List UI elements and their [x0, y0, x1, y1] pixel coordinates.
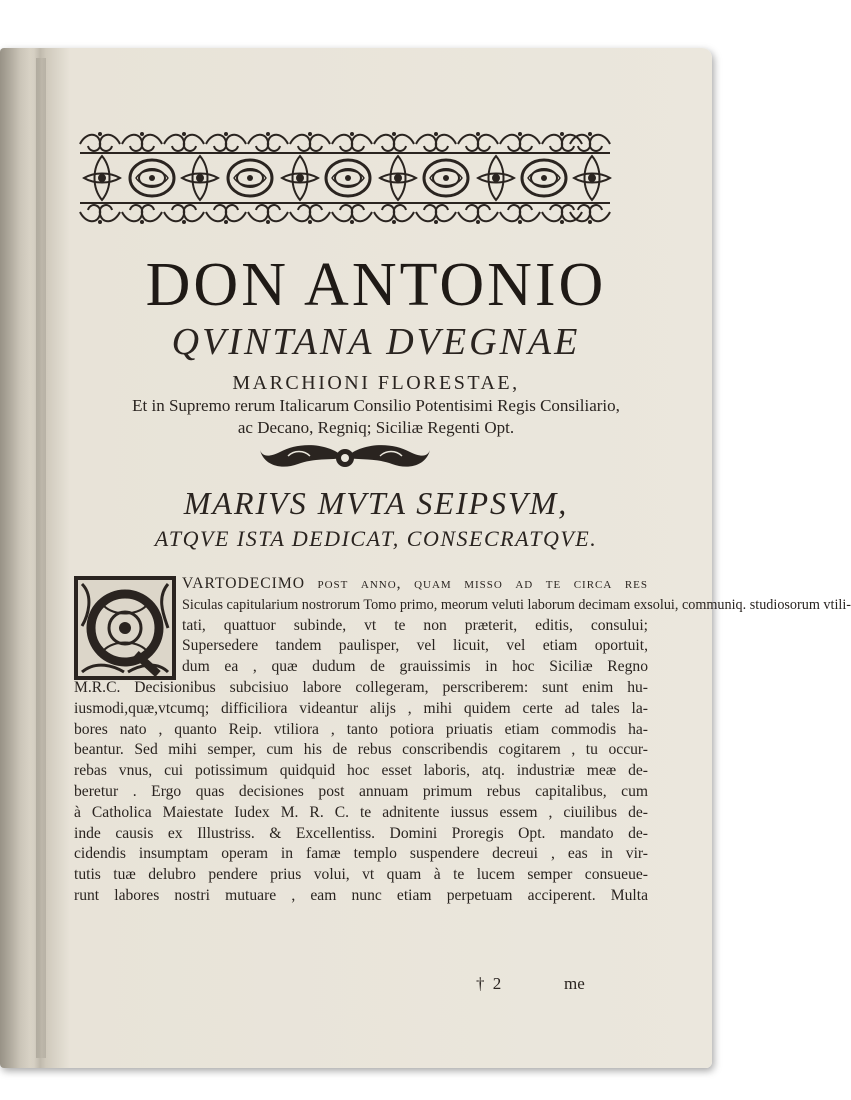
body-line: iusmodi,quæ,vtcumq; difficiliora videantur alijs , mihi quidem certe ad tales la- [74, 699, 648, 717]
body-line: tutis tuæ delubro pendere prius volui, vt quam à te lucem semper consueue- [74, 866, 648, 884]
body-line: Siculas capitularium nostrorum Tomo primo, meorum veluti laborum decimam exsolui, communiq. studiosorum vtili- [182, 596, 851, 613]
title-rank: MARCHIONI FLORESTAE, [232, 372, 520, 394]
body-line: beretur . Ergo quas decisiones post annuam primum rebus capitalibus, cum [74, 782, 648, 800]
body-line: M.R.C. Decisionibus subcisiuo labore collegeram, perscriberem: sunt enim hu- [74, 678, 648, 696]
body-paragraph [74, 574, 851, 907]
page-gutter [36, 58, 46, 1058]
title-surname: QVINTANA DVEGNAE [171, 321, 581, 363]
body-line: beantur. Sed mihi semper, cum his de rebus conscribendis cogitarem , tu occur- [74, 741, 648, 759]
dedication-heading: MARIVS MVTA SEIPSVM, [183, 485, 569, 521]
body-line: runt labores nostri mutuare , eam nunc etiam perpetuam acciperent. Multa [74, 886, 648, 904]
book-page [46, 58, 851, 1060]
signature-mark: † 2 [476, 974, 504, 993]
body-line: inde causis ex Illustriss. & Excellentiss. Domini Proregis Opt. mandato de- [74, 824, 648, 842]
body-line: rebas vnus, cui potissimum quidquid hoc esset laboris, atq. industriæ meæ de- [74, 762, 648, 780]
body-line: cidendis insumptam operam in famæ templo suspendere decreui , eas in vir- [74, 845, 648, 863]
title-name: DON ANTONIO [145, 251, 607, 319]
title-office-line2: ac Decano, Regniq; Siciliæ Regenti Opt. [237, 418, 515, 437]
body-line: VARTODECIMO post anno, quam misso ad te circa res [182, 575, 648, 592]
dedication-subheading: ATQVE ISTA DEDICAT, CONSECRATQVE. [154, 526, 598, 551]
body-line: à Catholica Maiestate Iudex M. R. C. te adnitente iussus essem , ciuilibus de- [74, 803, 648, 821]
book-spine [0, 48, 30, 1068]
body-line: dum ea , quæ dudum de grauissimis in hoc Siciliæ Regno [182, 658, 648, 676]
body-line: bores nato , quanto Reip. vtiliora , tanto potiora priuatis etiam commodis ha- [74, 720, 648, 738]
ornamental-headpiece [80, 130, 610, 226]
catchword: me [564, 974, 585, 993]
body-line: tati, quattuor subinde, vt te non præterit, editis, consului; [182, 616, 648, 634]
body-line: Supersedere tandem paulisper, vel licuit, vel etiam oportuit, [182, 637, 648, 655]
fleuron-ornament [258, 436, 432, 480]
title-office-line1: Et in Supremo rerum Italicarum Consilio Potentisimi Regis Consiliario, [132, 396, 620, 415]
